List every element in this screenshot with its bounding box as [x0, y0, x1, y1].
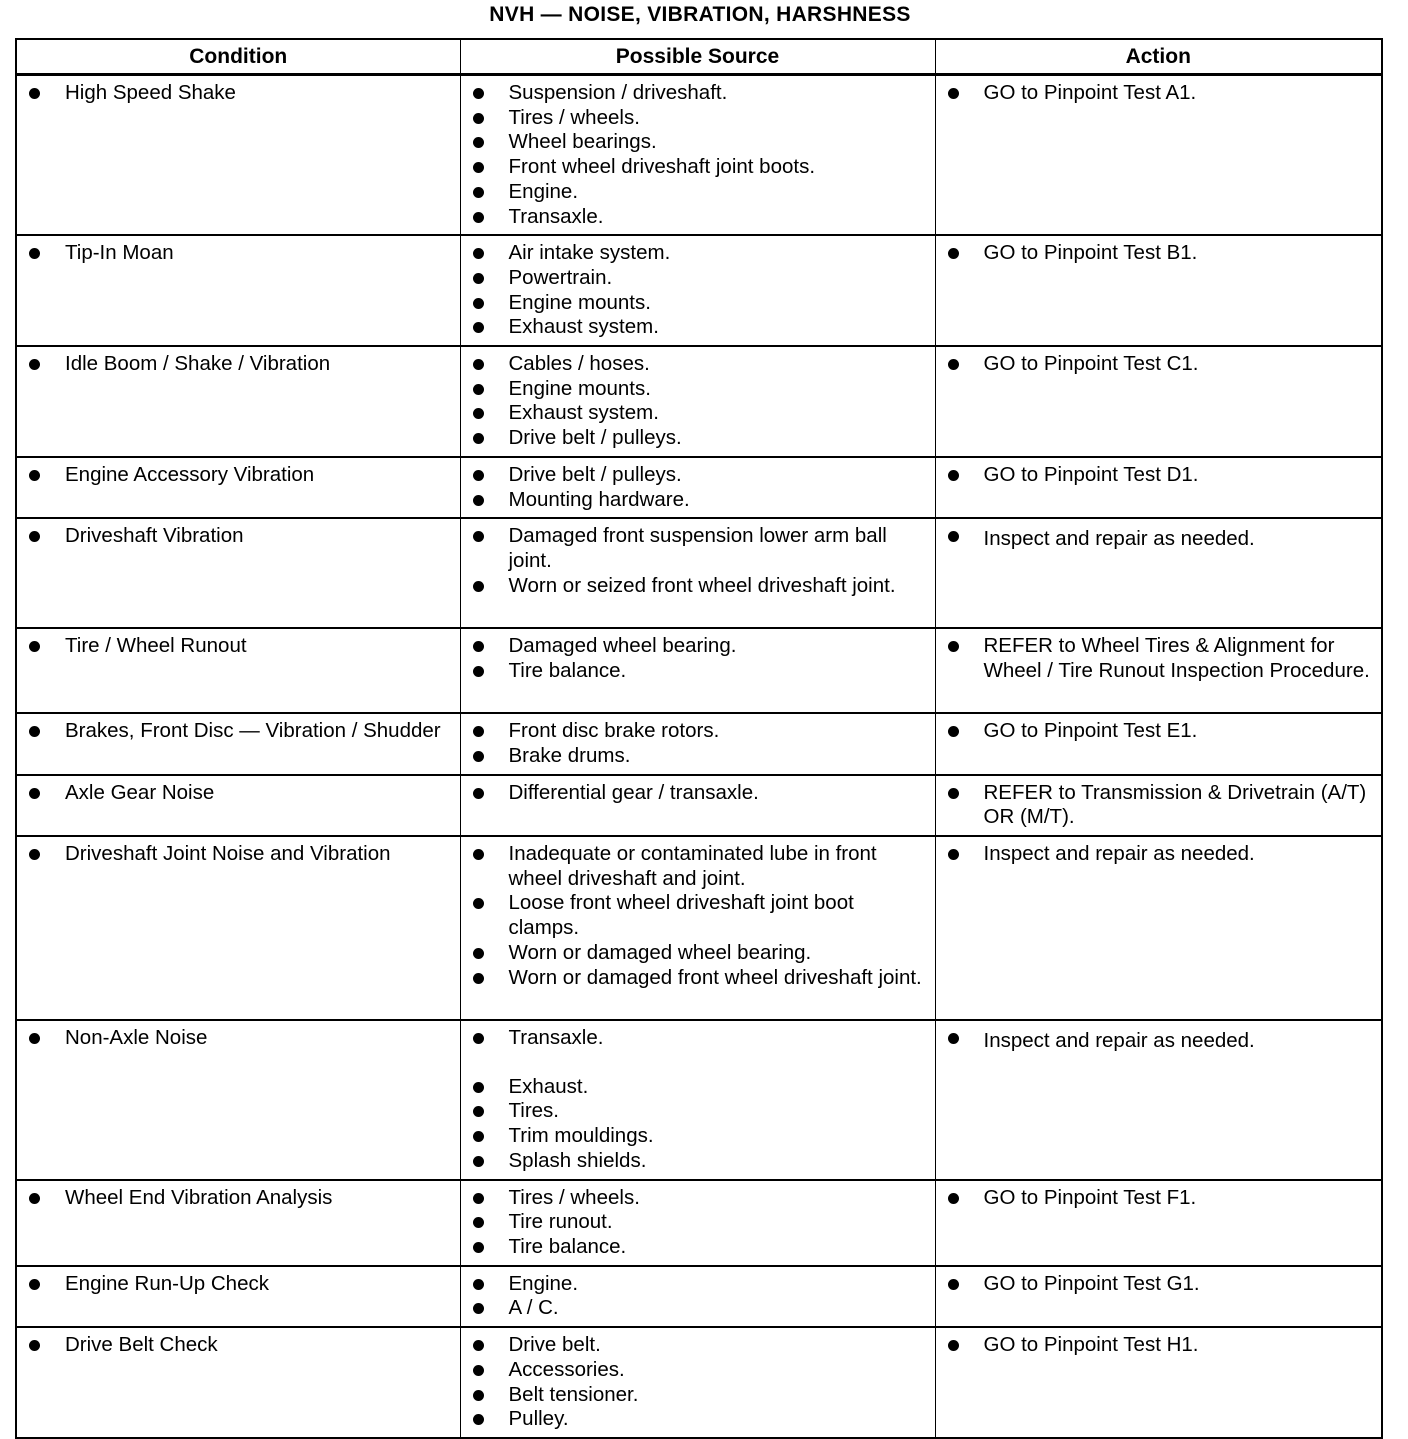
source-item: Tire runout. [461, 1210, 935, 1235]
source-item: Front wheel driveshaft joint boots. [461, 155, 935, 180]
table-row [16, 346, 1382, 457]
source-item: Wheel bearings. [461, 130, 935, 155]
condition-cell [16, 346, 460, 457]
source-item: Drive belt / pulleys. [461, 463, 935, 488]
condition-text: Axle Gear Noise [17, 781, 460, 806]
condition-cell [16, 1020, 460, 1180]
action-text: Inspect and repair as needed. [936, 842, 1382, 867]
action-cell [935, 1327, 1382, 1438]
source-cell [460, 1327, 935, 1438]
source-cell [460, 775, 935, 836]
table-row [16, 1180, 1382, 1266]
source-cell [460, 836, 935, 1020]
condition-text: Engine Accessory Vibration [17, 463, 460, 488]
table-row [16, 1020, 1382, 1180]
action-cell [935, 1180, 1382, 1266]
action-cell [935, 836, 1382, 1020]
condition-cell [16, 75, 460, 236]
source-item: Suspension / driveshaft. [461, 81, 935, 106]
source-item: Transaxle. [461, 205, 935, 230]
source-item: Air intake system. [461, 241, 935, 266]
condition-cell [16, 235, 460, 346]
nvh-table [15, 38, 1383, 1439]
table-row [16, 713, 1382, 774]
source-cell [460, 75, 935, 236]
table-row [16, 1327, 1382, 1438]
condition-cell [16, 713, 460, 774]
source-item: Loose front wheel driveshaft joint boot clamps. [461, 891, 935, 940]
action-cell [935, 346, 1382, 457]
source-item: Exhaust system. [461, 401, 935, 426]
action-text: GO to Pinpoint Test A1. [936, 81, 1382, 106]
action-text: REFER to Wheel Tires & Alignment for Wheel / Tire Runout Inspection Procedure. [936, 634, 1382, 683]
action-cell [935, 628, 1382, 713]
source-item: Engine. [461, 1272, 935, 1297]
source-cell [460, 457, 935, 518]
source-cell [460, 1020, 935, 1180]
condition-text: Driveshaft Vibration [17, 524, 460, 549]
table-row [16, 457, 1382, 518]
source-item: Brake drums. [461, 744, 935, 769]
source-item: Engine. [461, 180, 935, 205]
source-cell [460, 1180, 935, 1266]
source-cell [460, 518, 935, 628]
table-row [16, 235, 1382, 346]
source-item: Tires / wheels. [461, 1186, 935, 1211]
condition-cell [16, 775, 460, 836]
source-item: Belt tensioner. [461, 1383, 935, 1408]
action-cell [935, 775, 1382, 836]
condition-cell [16, 1327, 460, 1438]
source-cell [460, 346, 935, 457]
header-row [16, 39, 1382, 75]
action-text: GO to Pinpoint Test G1. [936, 1272, 1382, 1297]
source-item: Damaged front suspension lower arm ball joint. [461, 524, 935, 573]
condition-cell [16, 518, 460, 628]
source-item: Tire balance. [461, 659, 935, 684]
action-text: GO to Pinpoint Test C1. [936, 352, 1382, 377]
table-row [16, 836, 1382, 1020]
source-item: Mounting hardware. [461, 488, 935, 513]
condition-text: Drive Belt Check [17, 1333, 460, 1358]
action-cell [935, 75, 1382, 236]
source-item: Inadequate or contaminated lube in front wheel driveshaft and joint. [461, 842, 935, 891]
source-item: Drive belt / pulleys. [461, 426, 935, 451]
source-item: A / C. [461, 1296, 935, 1321]
condition-cell [16, 836, 460, 1020]
source-item: Worn or damaged front wheel driveshaft joint. [461, 966, 935, 991]
condition-text: Engine Run-Up Check [17, 1272, 460, 1297]
action-text: Inspect and repair as needed. [936, 524, 1382, 552]
source-cell [460, 235, 935, 346]
condition-cell [16, 628, 460, 713]
header-action: Action [935, 39, 1382, 75]
source-item: Exhaust system. [461, 315, 935, 340]
source-item: Front disc brake rotors. [461, 719, 935, 744]
action-text: GO to Pinpoint Test D1. [936, 463, 1382, 488]
source-item: Differential gear / transaxle. [461, 781, 935, 806]
action-cell [935, 457, 1382, 518]
source-cell [460, 628, 935, 713]
source-item: Worn or damaged wheel bearing. [461, 941, 935, 966]
source-item: Accessories. [461, 1358, 935, 1383]
source-item: Exhaust. [461, 1075, 935, 1100]
source-item: Transaxle. [461, 1026, 935, 1051]
header-condition: Condition [16, 39, 460, 75]
action-cell [935, 1020, 1382, 1180]
action-cell [935, 518, 1382, 628]
table-row [16, 75, 1382, 236]
action-cell [935, 1266, 1382, 1327]
condition-text: Brakes, Front Disc — Vibration / Shudder [17, 719, 460, 744]
source-cell [460, 713, 935, 774]
action-text: GO to Pinpoint Test E1. [936, 719, 1382, 744]
source-item: Damaged wheel bearing. [461, 634, 935, 659]
condition-text: Tire / Wheel Runout [17, 634, 460, 659]
source-cell [460, 1266, 935, 1327]
action-text: GO to Pinpoint Test H1. [936, 1333, 1382, 1358]
header-source: Possible Source [460, 39, 935, 75]
table-row [16, 518, 1382, 628]
source-item: Cables / hoses. [461, 352, 935, 377]
table-row [16, 775, 1382, 836]
source-item: Tire balance. [461, 1235, 935, 1260]
condition-cell [16, 457, 460, 518]
source-item: Engine mounts. [461, 377, 935, 402]
action-text: GO to Pinpoint Test B1. [936, 241, 1382, 266]
source-item: Trim mouldings. [461, 1124, 935, 1149]
condition-cell [16, 1266, 460, 1327]
source-item: Powertrain. [461, 266, 935, 291]
action-text: Inspect and repair as needed. [936, 1026, 1382, 1054]
condition-cell [16, 1180, 460, 1266]
source-item: Drive belt. [461, 1333, 935, 1358]
condition-text: High Speed Shake [17, 81, 460, 106]
table-row [16, 628, 1382, 713]
source-item: Pulley. [461, 1407, 935, 1432]
condition-text: Idle Boom / Shake / Vibration [17, 352, 460, 377]
condition-text: Driveshaft Joint Noise and Vibration [17, 842, 460, 867]
source-item: Engine mounts. [461, 291, 935, 316]
action-cell [935, 713, 1382, 774]
source-item: Tires / wheels. [461, 106, 935, 131]
action-text: GO to Pinpoint Test F1. [936, 1186, 1382, 1211]
table-row [16, 1266, 1382, 1327]
condition-text: Non-Axle Noise [17, 1026, 460, 1051]
action-cell [935, 235, 1382, 346]
condition-text: Tip-In Moan [17, 241, 460, 266]
source-item: Worn or seized front wheel driveshaft joint. [461, 574, 935, 599]
condition-text: Wheel End Vibration Analysis [17, 1186, 460, 1211]
source-item: Tires. [461, 1099, 935, 1124]
page-title: NVH — NOISE, VIBRATION, HARSHNESS [489, 3, 911, 26]
action-text: REFER to Transmission & Drivetrain (A/T) OR (M/T). [936, 781, 1382, 830]
source-item: Splash shields. [461, 1149, 935, 1174]
